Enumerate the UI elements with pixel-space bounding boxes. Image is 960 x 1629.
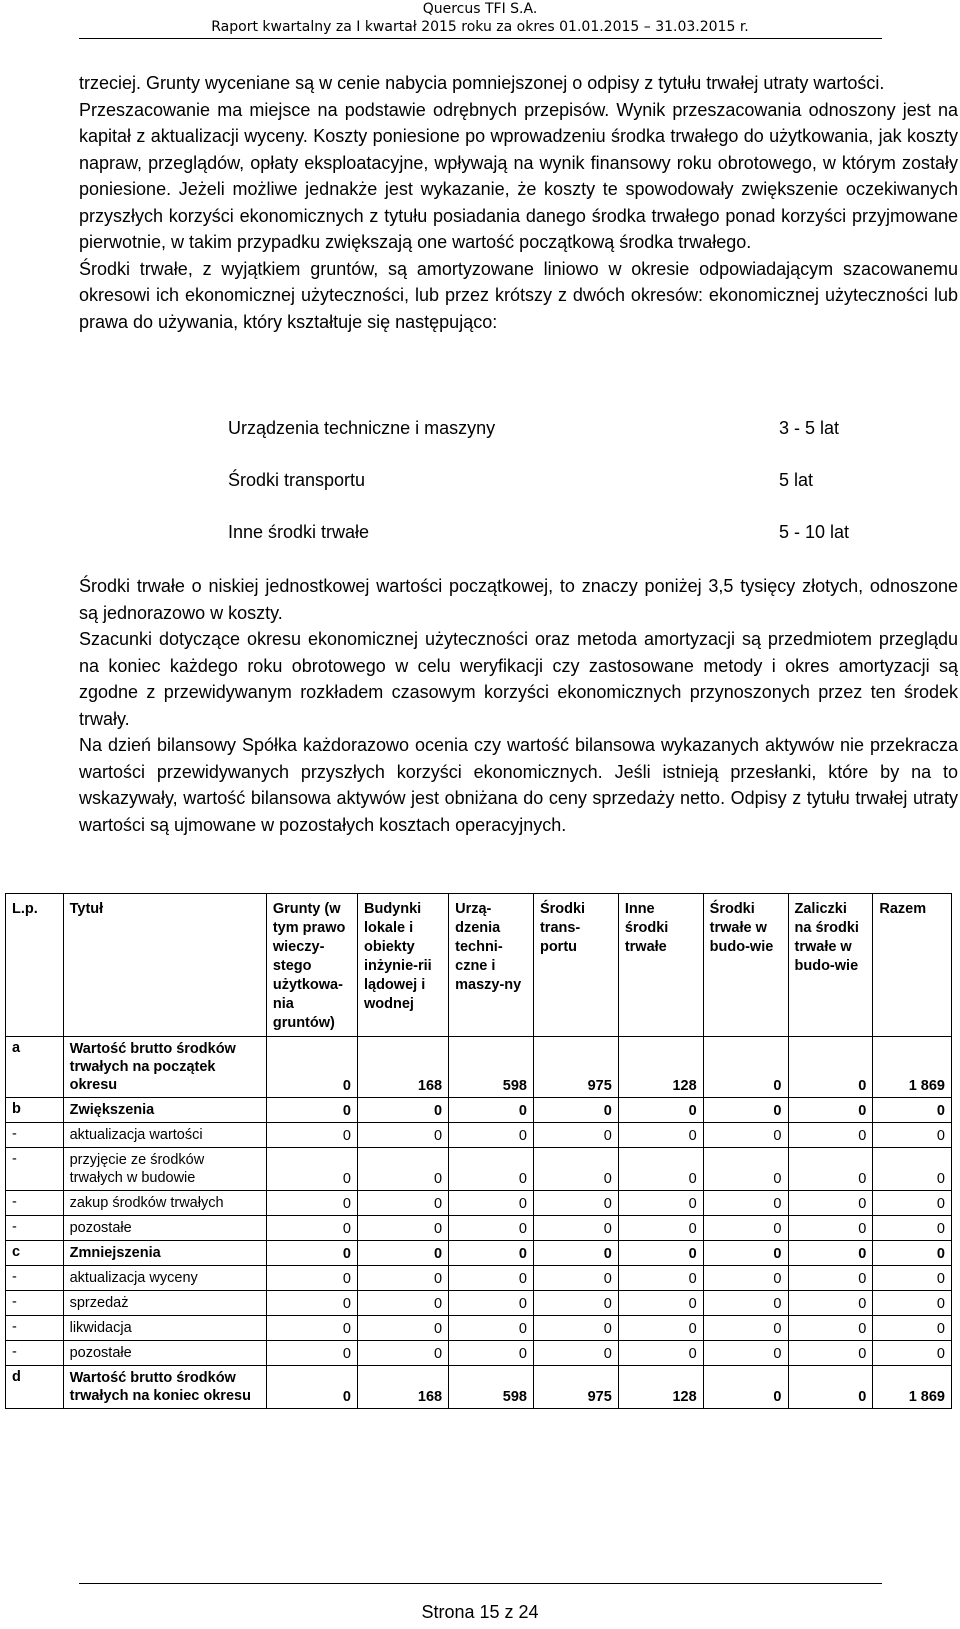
- cell-value: 0: [873, 1123, 952, 1148]
- table-row: [6, 1241, 952, 1266]
- cell-value: 1 869: [873, 1037, 952, 1098]
- col-header-machinery: Urzą-dzenia techni-czne i maszy-ny: [449, 894, 534, 1037]
- cell-value: 0: [873, 1148, 952, 1191]
- page-number: Strona 15 z 24: [421, 1602, 539, 1622]
- body-text: [79, 70, 958, 335]
- cell-value: 0: [533, 1266, 618, 1291]
- cell-value: 0: [533, 1191, 618, 1216]
- table-body: [6, 1037, 952, 1409]
- cell-value: 0: [266, 1366, 357, 1409]
- cell-value: 0: [449, 1341, 534, 1366]
- cell-value: 0: [266, 1341, 357, 1366]
- cell-value: 0: [357, 1341, 448, 1366]
- asset-category: Urządzenia techniczne i maszyny: [228, 418, 496, 438]
- row-lp: -: [6, 1148, 64, 1191]
- row-lp: c: [6, 1241, 64, 1266]
- row-lp: a: [6, 1037, 64, 1098]
- useful-life-period: 5 lat: [779, 470, 814, 490]
- row-lp: b: [6, 1098, 64, 1123]
- cell-value: 168: [357, 1037, 448, 1098]
- row-lp: -: [6, 1291, 64, 1316]
- cell-value: 0: [618, 1316, 703, 1341]
- cell-value: 0: [618, 1123, 703, 1148]
- col-header-advances: Zaliczki na środki trwałe w budo-wie: [788, 894, 873, 1037]
- row-lp: -: [6, 1316, 64, 1341]
- row-title: sprzedaż: [63, 1291, 266, 1316]
- cell-value: 0: [788, 1191, 873, 1216]
- row-title: pozostałe: [63, 1216, 266, 1241]
- cell-value: 0: [449, 1266, 534, 1291]
- fixed-assets-table: [5, 893, 952, 1409]
- cell-value: 0: [703, 1266, 788, 1291]
- table-row: [6, 1123, 952, 1148]
- cell-value: 0: [266, 1291, 357, 1316]
- page-header: [0, 0, 960, 35]
- cell-value: 0: [873, 1341, 952, 1366]
- cell-value: 0: [533, 1341, 618, 1366]
- cell-value: 0: [266, 1191, 357, 1216]
- cell-value: 0: [533, 1148, 618, 1191]
- cell-value: 0: [788, 1291, 873, 1316]
- cell-value: 0: [266, 1148, 357, 1191]
- cell-value: 0: [788, 1037, 873, 1098]
- row-title: zakup środków trwałych: [63, 1191, 266, 1216]
- cell-value: 0: [703, 1316, 788, 1341]
- row-title: Wartość brutto środków trwałych na początek okresu: [63, 1037, 266, 1098]
- header-divider: [79, 38, 882, 39]
- cell-value: 0: [266, 1216, 357, 1241]
- col-header-lp: L.p.: [6, 894, 64, 1037]
- col-header-buildings: Budynki lokale i obiekty inżynie-rii lądowej i wodnej: [357, 894, 448, 1037]
- table-row: [6, 1037, 952, 1098]
- table-header-row: [6, 894, 952, 1037]
- table-row: [6, 1341, 952, 1366]
- cell-value: 0: [703, 1098, 788, 1123]
- cell-value: 0: [357, 1123, 448, 1148]
- row-title: aktualizacja wartości: [63, 1123, 266, 1148]
- paragraph: Środki trwałe, z wyjątkiem gruntów, są amortyzowane liniowo w okresie odpowiadającym szacowanemu okresowi ich ekonomicznej użyteczności, lub przez krótszy z dwóch okresów: ekonomicznej użyteczności lub prawa do używania, który kształtuje się następująco:: [79, 258, 958, 332]
- col-header-title: Tytuł: [63, 894, 266, 1037]
- row-title: likwidacja: [63, 1316, 266, 1341]
- table-row: [6, 1291, 952, 1316]
- cell-value: 0: [618, 1241, 703, 1266]
- cell-value: 975: [533, 1366, 618, 1409]
- table-row: [6, 1266, 952, 1291]
- paragraph: Przeszacowanie ma miejsce na podstawie odrębnych przepisów. Wynik przeszacowania odnoszony jest na kapitał z aktualizacji wyceny. Koszty poniesione po wprowadzeniu środka trwałego do użytkowania, jak koszty napraw, przeglądów, opłaty eksploatacyjne, wpływają na wynik finansowy roku obrotowego, w którym zostały poniesione. Jeżeli możliwe jednakże jest wykazanie, że koszty te spowodowały zwiększenie oczekiwanych przyszłych korzyści ekonomicznych z tytułu posiadania danego środka trwałego ponad korzyści przyjmowane pierwotnie, w takim przypadku zwiększają one wartość początkową środka trwałego.: [79, 99, 958, 252]
- row-lp: -: [6, 1123, 64, 1148]
- cell-value: 0: [703, 1366, 788, 1409]
- row-title: Zwiększenia: [63, 1098, 266, 1123]
- table-row: [6, 1098, 952, 1123]
- table-row: [6, 1191, 952, 1216]
- table-row: [6, 1216, 952, 1241]
- body-text-continued: [79, 573, 958, 838]
- cell-value: 0: [703, 1241, 788, 1266]
- cell-value: 0: [618, 1291, 703, 1316]
- cell-value: 0: [873, 1316, 952, 1341]
- cell-value: 0: [788, 1148, 873, 1191]
- cell-value: 0: [788, 1123, 873, 1148]
- cell-value: 0: [357, 1191, 448, 1216]
- cell-value: 0: [357, 1148, 448, 1191]
- cell-value: 0: [788, 1266, 873, 1291]
- cell-value: 0: [703, 1191, 788, 1216]
- cell-value: 0: [266, 1037, 357, 1098]
- asset-category: Inne środki trwałe: [228, 522, 370, 542]
- cell-value: 0: [449, 1148, 534, 1191]
- cell-value: 0: [703, 1341, 788, 1366]
- cell-value: 0: [873, 1216, 952, 1241]
- footer-divider: [79, 1583, 882, 1584]
- table-row: [6, 1366, 952, 1409]
- row-lp: -: [6, 1341, 64, 1366]
- col-header-construction: Środki trwałe w budo-wie: [703, 894, 788, 1037]
- cell-value: 0: [266, 1316, 357, 1341]
- cell-value: 0: [357, 1316, 448, 1341]
- paragraph: Środki trwałe o niskiej jednostkowej wartości początkowej, to znaczy poniżej 3,5 tysięcy złotych, odnoszone są jednorazowo w koszty.: [79, 576, 958, 623]
- cell-value: 0: [449, 1098, 534, 1123]
- cell-value: 0: [449, 1191, 534, 1216]
- cell-value: 0: [266, 1123, 357, 1148]
- cell-value: 0: [703, 1148, 788, 1191]
- cell-value: 0: [703, 1037, 788, 1098]
- cell-value: 0: [788, 1098, 873, 1123]
- cell-value: 128: [618, 1366, 703, 1409]
- cell-value: 0: [533, 1316, 618, 1341]
- row-title: aktualizacja wyceny: [63, 1266, 266, 1291]
- row-title: przyjęcie ze środków trwałych w budowie: [63, 1148, 266, 1191]
- cell-value: 0: [703, 1291, 788, 1316]
- cell-value: 0: [449, 1216, 534, 1241]
- table-row: [6, 1316, 952, 1341]
- cell-value: 0: [873, 1266, 952, 1291]
- cell-value: 168: [357, 1366, 448, 1409]
- cell-value: 0: [533, 1123, 618, 1148]
- cell-value: 0: [357, 1266, 448, 1291]
- cell-value: 1 869: [873, 1366, 952, 1409]
- cell-value: 598: [449, 1366, 534, 1409]
- cell-value: 0: [357, 1216, 448, 1241]
- cell-value: 0: [266, 1098, 357, 1123]
- row-title: pozostałe: [63, 1341, 266, 1366]
- cell-value: 0: [788, 1366, 873, 1409]
- row-lp: -: [6, 1216, 64, 1241]
- asset-category: Środki transportu: [228, 470, 366, 490]
- col-header-other: Inne środki trwałe: [618, 894, 703, 1037]
- cell-value: 0: [533, 1098, 618, 1123]
- row-lp: d: [6, 1366, 64, 1409]
- cell-value: 0: [618, 1148, 703, 1191]
- cell-value: 0: [618, 1216, 703, 1241]
- cell-value: 598: [449, 1037, 534, 1098]
- cell-value: 0: [618, 1266, 703, 1291]
- cell-value: 0: [357, 1291, 448, 1316]
- cell-value: 0: [533, 1291, 618, 1316]
- cell-value: 0: [449, 1123, 534, 1148]
- cell-value: 975: [533, 1037, 618, 1098]
- cell-value: 0: [703, 1216, 788, 1241]
- useful-life-period: 5 - 10 lat: [779, 522, 850, 542]
- paragraph: Szacunki dotyczące okresu ekonomicznej użyteczności oraz metoda amortyzacji są przedmiotem przeglądu na koniec każdego roku obrotowego w celu weryfikacji czy zastosowane metody i okres amortyzacji są zgodne z przewidywanym rozkładem czasowym korzyści ekonomicznych przynoszonych przez ten środek trwały.: [79, 629, 958, 729]
- row-lp: -: [6, 1191, 64, 1216]
- cell-value: 0: [788, 1241, 873, 1266]
- cell-value: 0: [618, 1341, 703, 1366]
- cell-value: 0: [357, 1098, 448, 1123]
- report-title: Raport kwartalny za I kwartał 2015 roku za okres 01.01.2015 – 31.03.2015 r.: [211, 19, 749, 35]
- col-header-land: Grunty (w tym prawo wieczy-stego użytkowa-nia gruntów): [266, 894, 357, 1037]
- cell-value: 0: [533, 1241, 618, 1266]
- company-name: Quercus TFI S.A.: [422, 1, 538, 17]
- cell-value: 0: [449, 1316, 534, 1341]
- cell-value: 128: [618, 1037, 703, 1098]
- cell-value: 0: [788, 1216, 873, 1241]
- table-row: [6, 1148, 952, 1191]
- useful-life-period: 3 - 5 lat: [779, 418, 840, 438]
- cell-value: 0: [703, 1123, 788, 1148]
- cell-value: 0: [788, 1341, 873, 1366]
- cell-value: 0: [873, 1241, 952, 1266]
- paragraph: Na dzień bilansowy Spółka każdorazowo ocenia czy wartość bilansowa wykazanych aktywów nie przekracza wartości przewidywanych przyszłych korzyści ekonomicznych. Jeśli istnieją przesłanki, które by na to wskazywały, wartość bilansowa aktywów jest obniżana do ceny sprzedaży netto. Odpisy z tytułu trwałej utraty wartości są ujmowane w pozostałych kosztach operacyjnych.: [79, 735, 958, 835]
- row-lp: -: [6, 1266, 64, 1291]
- paragraph: trzeciej. Grunty wyceniane są w cenie nabycia pomniejszonej o odpisy z tytułu trwałej utraty wartości.: [79, 73, 885, 93]
- cell-value: 0: [449, 1241, 534, 1266]
- row-title: Zmniejszenia: [63, 1241, 266, 1266]
- cell-value: 0: [266, 1266, 357, 1291]
- cell-value: 0: [449, 1291, 534, 1316]
- cell-value: 0: [618, 1191, 703, 1216]
- cell-value: 0: [873, 1098, 952, 1123]
- col-header-total: Razem: [873, 894, 952, 1037]
- col-header-transport: Środki trans-portu: [533, 894, 618, 1037]
- cell-value: 0: [618, 1098, 703, 1123]
- cell-value: 0: [873, 1291, 952, 1316]
- cell-value: 0: [357, 1241, 448, 1266]
- cell-value: 0: [533, 1216, 618, 1241]
- cell-value: 0: [873, 1191, 952, 1216]
- cell-value: 0: [266, 1241, 357, 1266]
- cell-value: 0: [788, 1316, 873, 1341]
- row-title: Wartość brutto środków trwałych na koniec okresu: [63, 1366, 266, 1409]
